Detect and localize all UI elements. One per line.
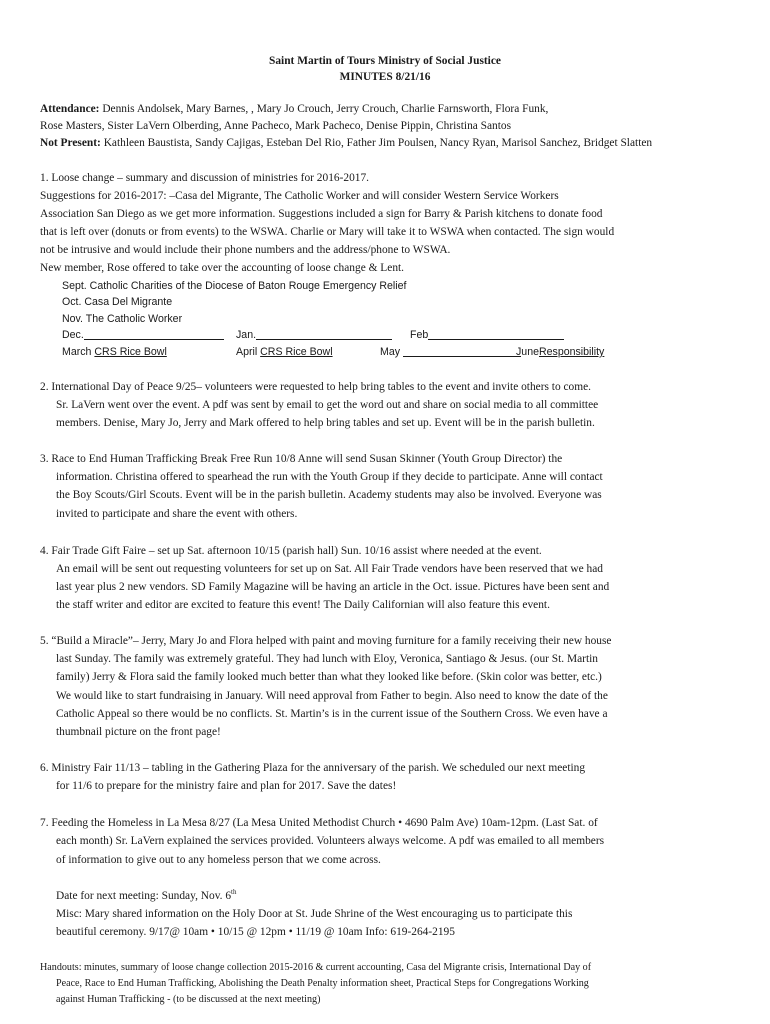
not-present-line bbox=[40, 136, 652, 150]
attendance-label: Attendance: bbox=[40, 103, 100, 115]
schedule-jan: Jan. bbox=[236, 329, 257, 341]
attendance-names-2: Rose Masters, Sister LaVern Olberding, Anne Pacheco, Mark Pacheco, Denise Pippin, Christina Santos bbox=[40, 120, 512, 132]
item5-line: family) Jerry & Flora said the family looked much better than what they looked like before. (Skin color was better, etc.) bbox=[56, 671, 602, 683]
next-meeting-text: Date for next meeting: Sunday, Nov. 6 bbox=[56, 890, 232, 902]
item7-line: 7. Feeding the Homeless in La Mesa 8/27 (La Mesa United Methodist Church • 4690 Palm Ave) 10am-12pm. (Last Sat. of bbox=[40, 817, 598, 829]
schedule-april: April bbox=[236, 346, 258, 358]
item5-line: 5. “Build a Miracle”– Jerry, Mary Jo and Flora helped with paint and moving furniture for a family receiving their new house bbox=[40, 635, 612, 647]
item2-line: Sr. LaVern went over the event. A pdf was sent by email to get the word out and share on social media to all committee bbox=[56, 399, 599, 411]
item6-line: 6. Ministry Fair 11/13 – tabling in the Gathering Plaza for the anniversary of the parish. We scheduled our next meeting bbox=[40, 762, 586, 774]
schedule-june-value: Responsibility bbox=[538, 346, 605, 358]
schedule-nov: Nov. The Catholic Worker bbox=[62, 313, 183, 325]
schedule-dec: Dec. bbox=[62, 329, 84, 341]
schedule-may-row bbox=[380, 345, 521, 359]
schedule-march: March bbox=[62, 346, 92, 358]
item7-line: of information to give out to any homeless person that we come across. bbox=[56, 854, 381, 866]
jan-blank bbox=[256, 328, 392, 340]
item5-line: last Sunday. The family was extremely grateful. They had lunch with Eloy, Veronica, Santiago & Jesus. (our St. Martin bbox=[56, 653, 598, 665]
item2-line: members. Denise, Mary Jo, Jerry and Mark offered to help bring tables and set up. Event will be in the parish bulletin. bbox=[56, 417, 595, 429]
next-meeting-suffix: th bbox=[231, 888, 237, 897]
item7-line: each month) Sr. LaVern explained the services provided. Volunteers always welcome. A pdf was emailed to all members bbox=[56, 835, 605, 847]
item1-line: not be intrusive and would include their phone numbers and the address/phone to WSWA. bbox=[40, 244, 451, 256]
not-present-names: Kathleen Baustista, Sandy Cajigas, Esteban Del Rio, Father Jim Poulsen, Nancy Ryan, Marisol Sanchez, Bridget Slatten bbox=[100, 137, 653, 149]
item4-line: last year plus 2 new vendors. SD Family Magazine will be having an article in the Oct. issue. Pictures have been sent and bbox=[56, 581, 610, 593]
item3-line: information. Christina offered to spearhead the run with the Youth Group if they decide to participate. Anne will contact bbox=[56, 471, 603, 483]
page-title: Saint Martin of Tours Ministry of Social Justice bbox=[269, 55, 501, 67]
misc-line: beautiful ceremony. 9/17@ 10am • 10/15 @ 12pm • 11/19 @ 10am Info: 619-264-2195 bbox=[56, 926, 455, 938]
schedule-april-value: CRS Rice Bowl bbox=[260, 346, 333, 358]
schedule-june: June bbox=[516, 346, 539, 358]
dec-blank bbox=[84, 328, 224, 340]
next-meeting bbox=[56, 889, 237, 903]
page-subtitle: MINUTES 8/21/16 bbox=[339, 71, 431, 83]
attendance-names: Dennis Andolsek, Mary Barnes, , Mary Jo Crouch, Jerry Crouch, Charlie Farnsworth, Flora Funk, bbox=[99, 103, 549, 115]
schedule-march-value: CRS Rice Bowl bbox=[94, 346, 167, 358]
item5-line: Catholic Appeal so there would be no conflicts. St. Martin’s is in the current issue of the Southern Cross. We even have a bbox=[56, 708, 608, 720]
schedule-april-row bbox=[236, 345, 333, 359]
schedule-sept: Sept. Catholic Charities of the Diocese of Baton Rouge Emergency Relief bbox=[62, 280, 407, 292]
schedule-june-row bbox=[516, 345, 604, 359]
handouts-line: against Human Trafficking - (to be discussed at the next meeting) bbox=[56, 994, 321, 1005]
item6-line: for 11/6 to prepare for the ministry faire and plan for 2017. Save the dates! bbox=[56, 780, 397, 792]
item3-line: 3. Race to End Human Trafficking Break Free Run 10/8 Anne will send Susan Skinner (Youth Group Director) the bbox=[40, 453, 563, 465]
schedule-march-row bbox=[62, 345, 167, 359]
handouts-line: Peace, Race to End Human Trafficking, Abolishing the Death Penalty information sheet, Practical Steps for Congregations Working bbox=[56, 978, 589, 989]
item2-line: 2. International Day of Peace 9/25– volunteers were requested to help bring tables to the event and invite others to come. bbox=[40, 381, 592, 393]
feb-blank bbox=[428, 328, 564, 340]
schedule-oct: Oct. Casa Del Migrante bbox=[62, 296, 173, 308]
item4-line: An email will be sent out requesting volunteers for set up on Sat. All Fair Trade vendors have been reserved that we had bbox=[56, 563, 603, 575]
item1-line: New member, Rose offered to take over the accounting of loose change & Lent. bbox=[40, 262, 405, 274]
item3-line: the Boy Scouts/Girl Scouts. Event will be in the parish bulletin. Academy students may also be involved. Everyone was bbox=[56, 489, 602, 501]
item1-line: Suggestions for 2016-2017: –Casa del Migrante, The Catholic Worker and will consider Western Service Workers bbox=[40, 190, 559, 202]
item4-line: 4. Fair Trade Gift Faire – set up Sat. afternoon 10/15 (parish hall) Sun. 10/16 assist where needed at the event. bbox=[40, 545, 542, 557]
item1-line: Association San Diego as we get more information. Suggestions included a sign for Barry & Parish kitchens to donate food bbox=[40, 208, 603, 220]
schedule-jan-row bbox=[236, 328, 392, 342]
schedule-may: May bbox=[380, 346, 401, 358]
item1-line: that is left over (donuts or from events) to the WSWA. Charlie or Mary will take it to WSWA when contacted. The sign would bbox=[40, 226, 615, 238]
handouts-line: Handouts: minutes, summary of loose change collection 2015-2016 & current accounting, Casa del Migrante crisis, International Day of bbox=[40, 962, 592, 973]
schedule-feb: Feb bbox=[410, 329, 429, 341]
item3-line: invited to participate and share the event with others. bbox=[56, 508, 298, 520]
item5-line: We would like to start fundraising in January. Will need approval from Father to begin. Also need to know the date of the bbox=[56, 690, 608, 702]
may-blank bbox=[403, 345, 521, 357]
item4-line: the staff writer and editor are excited to feature this event! The Daily Californian will also feature this event. bbox=[56, 599, 550, 611]
not-present-label: Not Present: bbox=[40, 137, 101, 149]
schedule-feb-row bbox=[410, 328, 564, 342]
misc-line: Misc: Mary shared information on the Holy Door at St. Jude Shrine of the West encouraging us to participate this bbox=[56, 908, 573, 920]
schedule-dec-row bbox=[62, 328, 224, 342]
item1-line: 1. Loose change – summary and discussion of ministries for 2016-2017. bbox=[40, 172, 370, 184]
item5-line: thumbnail picture on the front page! bbox=[56, 726, 221, 738]
attendance-line bbox=[40, 102, 548, 116]
